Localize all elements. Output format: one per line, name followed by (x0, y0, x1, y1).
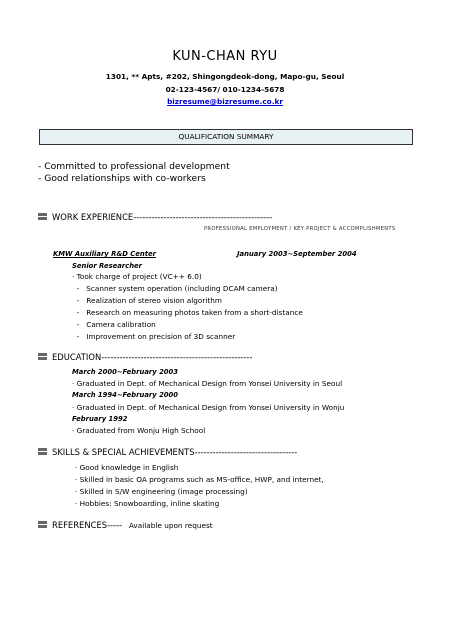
summary-item: - Committed to professional development (38, 161, 230, 172)
qualification-summary-box (39, 129, 413, 145)
work-line: · Took charge of project (VC++ 6.0) (72, 272, 202, 281)
work-period: January 2003~September 2004 (237, 250, 357, 258)
skill-line: · Skilled in S/W engineering (image processing) (75, 487, 248, 496)
education-date: March 1994~February 2000 (72, 391, 178, 399)
education-text: · Graduated in Dept. of Mechanical Design from Yonsei University in Wonju (72, 403, 345, 412)
section-bullet-icon (38, 353, 47, 360)
skill-line: · Skilled in basic OA programs such as MS-office, HWP, and internet, (75, 475, 324, 484)
references-heading (38, 520, 213, 530)
section-title: REFERENCES (52, 520, 108, 530)
section-rule: ---------------------------------- (194, 447, 298, 457)
phone-line: 02-123-4567/ 010-1234-5678 (165, 85, 285, 94)
section-bullet-icon (38, 448, 47, 455)
section-title: WORK EXPERIENCE (52, 212, 134, 222)
education-date: March 2000~February 2003 (72, 368, 178, 376)
email-link[interactable]: bizresume@bizresume.co.kr (167, 97, 283, 106)
skill-line: · Hobbies: Snowboarding, inline skating (75, 499, 220, 508)
education-text: · Graduated from Wonju High School (72, 426, 206, 435)
resume-name: KUN-CHAN RYU (172, 49, 278, 64)
section-bullet-icon (38, 213, 47, 220)
skill-line: · Good knowledge in English (75, 463, 179, 472)
references-text: Available upon request (128, 521, 213, 530)
address-line: 1301, ** Apts, #202, Shingongdeok-dong, Mapo-gu, Seoul (105, 72, 345, 81)
section-title: SKILLS & SPECIAL ACHIEVEMENTS (52, 447, 195, 457)
work-line: - Camera calibration (72, 320, 156, 329)
company-name: KMW Auxiliary R&D Center (53, 250, 156, 258)
education-heading (38, 352, 252, 362)
work-line: - Research on measuring photos taken from a short-distance (72, 308, 303, 317)
work-line: - Scanner system operation (including DCAM camera) (72, 284, 278, 293)
job-title: Senior Researcher (72, 262, 142, 270)
work-subheading: PROFESSIONAL EMPLOYMENT / KEY PROJECT & ACCOMPLISHMENTS (204, 226, 396, 232)
education-date: February 1992 (72, 415, 128, 423)
section-rule: -------------------------------------------------- (101, 352, 253, 362)
skills-heading (38, 447, 297, 457)
work-line: - Realization of stereo vision algorithm (72, 296, 223, 305)
section-rule: ---------------------------------------------- (133, 212, 273, 222)
section-title: EDUCATION (52, 352, 102, 362)
section-bullet-icon (38, 521, 47, 528)
work-line: - Improvement on precision of 3D scanner (72, 332, 236, 341)
qualification-summary-title: QUALIFICATION SUMMARY (178, 132, 274, 141)
education-text: · Graduated in Dept. of Mechanical Design from Yonsei University in Seoul (72, 379, 343, 388)
email-line (0, 97, 450, 106)
work-experience-heading (38, 212, 272, 222)
summary-item: - Good relationships with co-workers (38, 173, 206, 184)
section-rule: ----- (107, 520, 123, 530)
